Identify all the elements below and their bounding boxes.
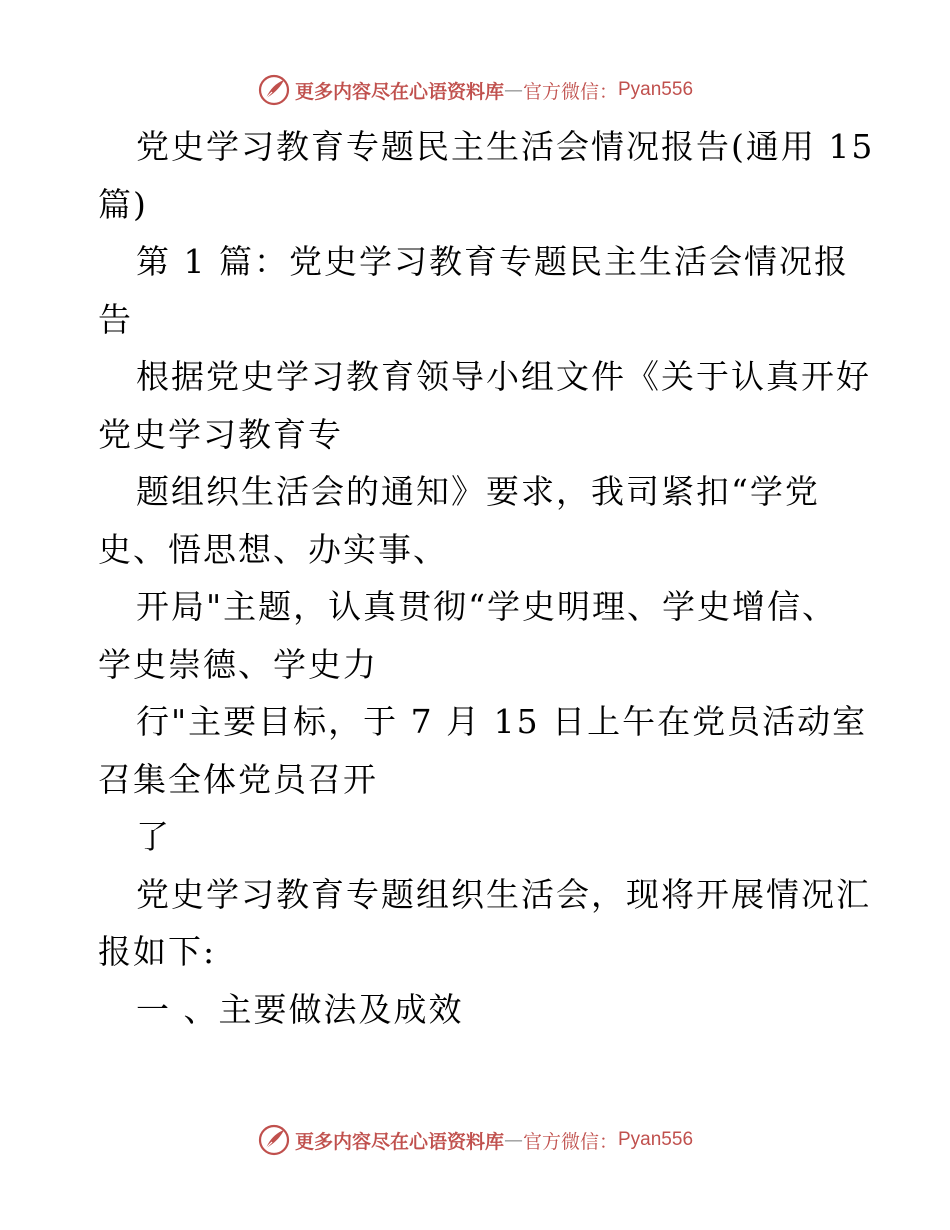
paragraph-line: 根据党史学习教育领导小组文件《关于认真开好	[136, 357, 871, 396]
watermark-text: 更多内容尽在心语资料库	[294, 1130, 504, 1153]
paragraph-line: 了	[136, 817, 171, 856]
footer-watermark	[0, 1120, 950, 1160]
subsection-heading: 一 、主要做法及成效	[136, 989, 464, 1029]
document-body	[98, 118, 875, 1038]
watermark-wechat-label: 官方微信：	[522, 80, 618, 103]
quill-logo-icon	[257, 1123, 291, 1157]
watermark-text: 更多内容尽在心语资料库	[294, 80, 504, 103]
watermark-wechat-id: Pyan556	[618, 1129, 694, 1150]
section-title-line-2: 告	[98, 299, 133, 339]
paragraph-line: 行"主要目标，于 7 月 15 日上午在党员活动室	[136, 702, 868, 741]
paragraph-line: 党史学习教育专题组织生活会，现将开展情况汇	[136, 874, 871, 914]
quill-logo-icon	[257, 73, 291, 107]
paragraph-line: 党史学习教育专	[98, 414, 343, 454]
paragraph-line: 史、悟思想、办实事、	[98, 529, 448, 569]
section-title-line-1: 第 1 篇：党史学习教育专题民主生活会情况报	[136, 242, 849, 281]
paragraph-line: 报如下:	[98, 932, 217, 971]
header-watermark	[0, 70, 950, 110]
document-title-line-1: 党史学习教育专题民主生活会情况报告(通用 15	[136, 127, 875, 166]
watermark-dash: —	[503, 79, 523, 101]
paragraph-line: 召集全体党员召开	[98, 759, 378, 799]
paragraph-line: 学史崇德、学史力	[98, 644, 378, 684]
watermark-dash: —	[503, 1129, 523, 1151]
watermark-wechat-id: Pyan556	[618, 79, 694, 100]
paragraph-line: 开局"主题，认真贯彻“学史明理、学史增信、	[136, 587, 838, 626]
paragraph-line: 题组织生活会的通知》要求，我司紧扣“学党	[136, 472, 820, 511]
document-title-line-2: 篇)	[98, 184, 148, 224]
watermark-wechat-label: 官方微信：	[522, 1130, 618, 1153]
